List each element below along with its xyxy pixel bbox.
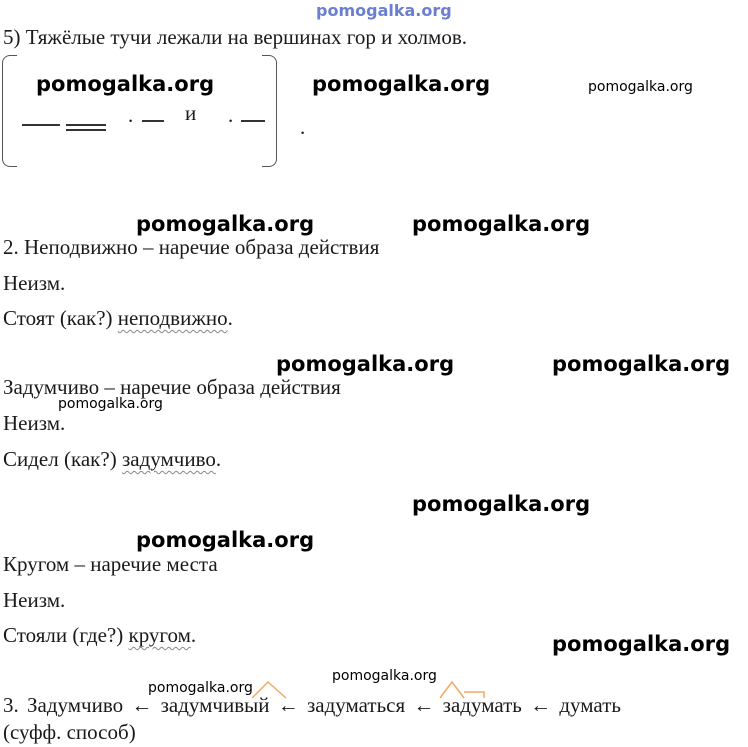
watermark: pomogalka.org (148, 680, 253, 696)
watermark: pomogalka.org (276, 352, 455, 376)
adverb-word: неподвижно (117, 306, 228, 330)
watermark: pomogalka.org (136, 528, 315, 552)
predicate-mark-top (66, 124, 106, 126)
period: . (227, 306, 233, 330)
unchangeable-note: Неизм. (3, 411, 66, 435)
scheme-bracket-right (262, 55, 277, 167)
scheme-bracket-left (2, 55, 17, 167)
adverb-word: задумчиво (121, 447, 216, 471)
watermark: pomogalka.org (312, 72, 491, 96)
watermark: pomogalka.org (332, 668, 437, 684)
scheme-mark-2 (241, 120, 265, 122)
watermark: pomogalka.org (552, 632, 731, 656)
heading-nepodvizhno: 2. Неподвижно – наречие образа действия (3, 235, 380, 259)
question-text: Сидел (как?) (3, 447, 122, 471)
predicate-mark-bottom (66, 129, 106, 131)
unchangeable-note: Неизм. (3, 271, 66, 295)
adverb-word: кругом (128, 623, 191, 647)
heading-zadumchivo: Задумчиво – наречие образа действия (3, 375, 341, 399)
watermark: pomogalka.org (58, 396, 163, 412)
scheme-conjunction: и (185, 101, 197, 125)
watermark: pomogalka.org (412, 212, 591, 236)
scheme-dot-1: . (128, 103, 134, 127)
period: . (215, 447, 222, 471)
sentence-5: 5) Тяжёлые тучи лежали на вершинах гор и холмов. (3, 25, 467, 49)
watermark: pomogalka.org (552, 352, 731, 376)
watermark: pomogalka.org (316, 1, 452, 20)
unchangeable-note: Неизм. (3, 588, 66, 612)
derivation-method: (суфф. способ) (3, 720, 136, 744)
scheme-mark-1 (142, 120, 164, 122)
subject-mark (22, 124, 60, 126)
scheme-dot-2: . (228, 103, 234, 127)
question-line (3, 449, 221, 470)
scheme-end-dot: . (300, 115, 306, 139)
question-text: Стоят (как?) (3, 306, 118, 330)
question-text: Стояли (где?) (3, 623, 129, 647)
question-line (3, 308, 233, 329)
derivation-chain: 3. Задумчиво ← задумчивый ← задуматься ← задумать ← думать (3, 693, 621, 717)
watermark: pomogalka.org (36, 72, 215, 96)
period: . (190, 623, 197, 647)
question-line (3, 625, 196, 646)
watermark: pomogalka.org (588, 79, 693, 95)
heading-krugom: Кругом – наречие места (3, 552, 218, 576)
watermark: pomogalka.org (412, 492, 591, 516)
watermark: pomogalka.org (136, 212, 315, 236)
